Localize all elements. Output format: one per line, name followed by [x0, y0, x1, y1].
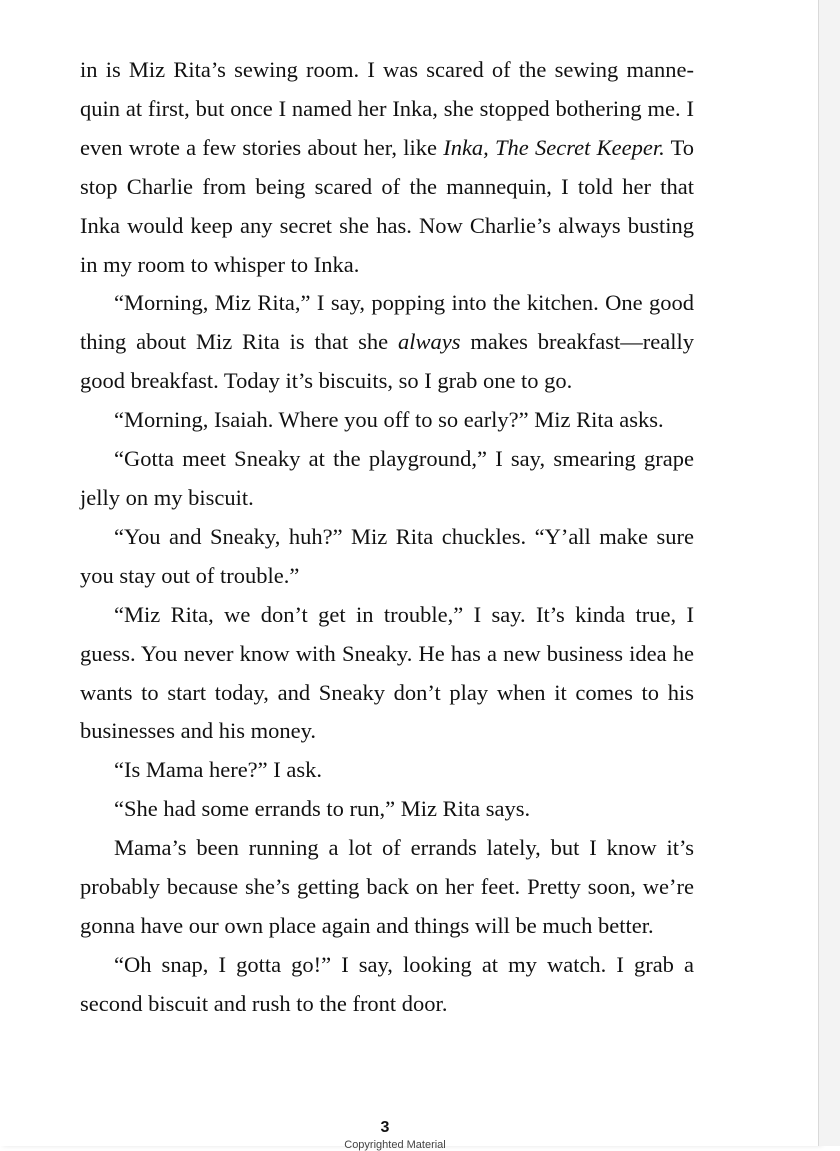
text-segment: “Oh snap, I gotta go!” I say, looking at my watch. I grab a second biscuit and rush to the front door. — [80, 951, 694, 1016]
italic-text-segment: Inka, The Secret Keeper. — [443, 134, 665, 160]
paragraph-9 — [80, 829, 694, 946]
italic-text-segment: always — [398, 329, 461, 355]
paragraph-2 — [80, 284, 694, 401]
paragraph-1 — [80, 51, 694, 284]
text-segment: “You and Sneaky, huh?” Miz Rita chuckles. “Y’all make sure you stay out of trouble.” — [80, 523, 694, 588]
body-text — [80, 51, 694, 1024]
paragraph-8 — [80, 790, 694, 829]
paragraph-7 — [80, 751, 694, 790]
copyright-notice: Copyrighted Material — [344, 1139, 446, 1151]
paragraph-5 — [80, 518, 694, 596]
text-segment: “She had some errands to run,” Miz Rita says. — [114, 796, 531, 822]
paragraph-6 — [80, 596, 694, 752]
text-segment: “Miz Rita, we don’t get in trouble,” I say. It’s kinda true, I guess. You never know with Sneaky. He has a new business idea he wants to start today, and Sneaky don’t play when it comes to his businesses and his money. — [80, 601, 694, 744]
paragraph-4 — [80, 440, 694, 518]
page-number: 3 — [380, 1119, 390, 1136]
text-segment: “Is Mama here?” I ask. — [114, 757, 323, 783]
paragraph-10 — [80, 946, 694, 1024]
page-gutter — [819, 0, 840, 1146]
text-segment: makes breakfast—really good breakfast. Today it’s biscuits, so I grab one to go. — [80, 329, 694, 394]
text-segment: “Morning, Miz Rita,” I say, popping into the kitchen. One good thing about Miz Rita is that she — [80, 290, 694, 355]
paragraph-3 — [80, 401, 694, 440]
text-segment: in is Miz Rita’s sewing room. I was scared of the sewing manne-quin at first, but once I named her Inka, she stopped bothering me. I even wrote a few stories about her, like — [80, 57, 694, 160]
text-segment: Mama’s been running a lot of errands lately, but I know it’s probably because she’s getting back on her feet. Pretty soon, we’re gonna have our own place again and things will be much better. — [80, 835, 694, 938]
text-segment: “Morning, Isaiah. Where you off to so early?” Miz Rita asks. — [114, 407, 664, 433]
text-segment: “Gotta meet Sneaky at the playground,” I say, smearing grape jelly on my biscuit. — [80, 446, 694, 510]
text-segment: To stop Charlie from being scared of the mannequin, I told her that Inka would keep any secret she has. Now Charlie’s always busting in my room to whisper to Inka. — [80, 134, 694, 277]
